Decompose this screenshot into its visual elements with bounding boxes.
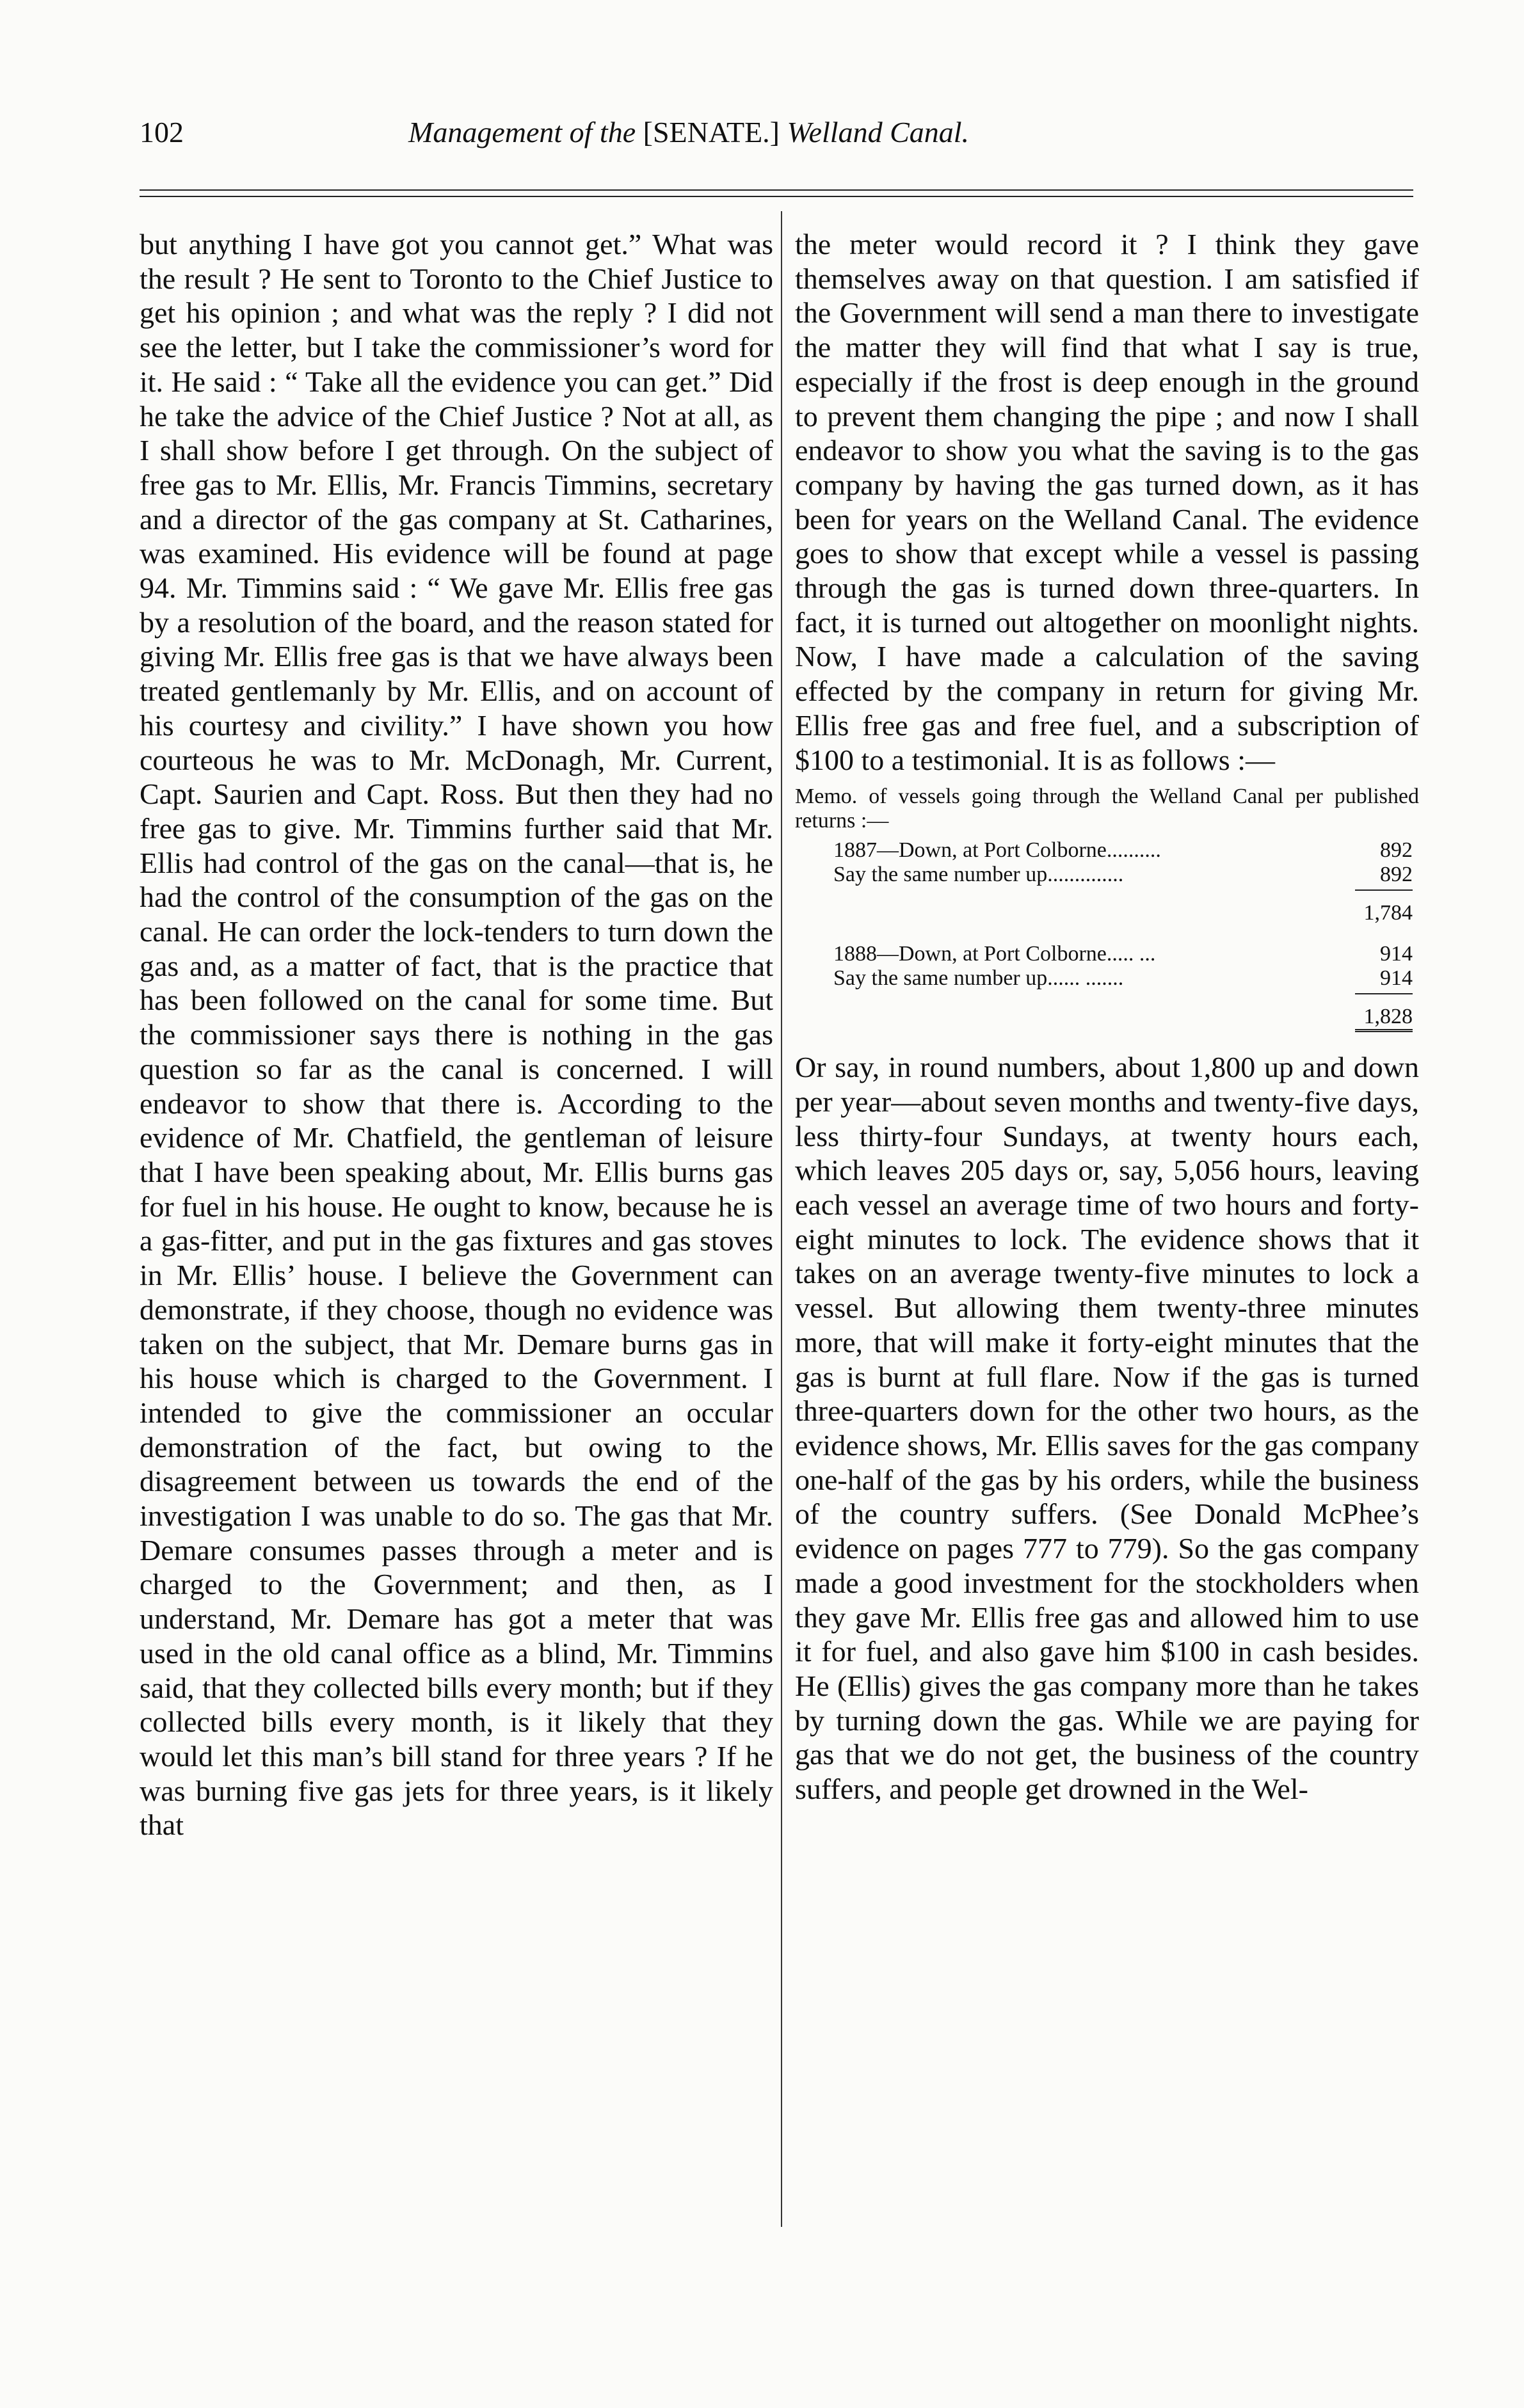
right-column-text-before-memo: the meter would record it ? I think they gave themselves away on that question. I am satisfied if the Government will send a man there to investigate the matter they will find that what I say is true, especially if the frost is deep enough in the ground to prevent them changing the pipe ; and now I shall endeavor to show you what the saving is to the gas company by having the gas turned down, as it has been for years on the Welland Canal. The evidence goes to show that except while a vessel is passing through the gas is turned down three-quarters. In fact, it is turned out altogether on moonlight nights. Now, I have made a calculation of the saving effected by the company in return for giving Mr. Ellis free gas and free fuel, and a subscription of $100 to a testimonial. It is as follows :— [795, 228, 1419, 776]
left-column [140, 227, 773, 1842]
memo-row-label: Say the same number up...... ....... [833, 966, 1124, 991]
memo-row-label: Say the same number up.............. [833, 863, 1124, 887]
memo-row-value: 914 [1380, 942, 1413, 966]
memo-row [795, 838, 1419, 863]
memo-row-value: 914 [1380, 966, 1413, 991]
memo-row-value: 892 [1380, 838, 1413, 863]
page-header [140, 115, 1413, 160]
running-title-left: Management of the [408, 116, 636, 148]
right-column [795, 227, 1419, 1806]
memo-row-label: 1888—Down, at Port Colborne..... ... [833, 942, 1156, 966]
memo-heading: Memo. of vessels going through the Welland Canal per published returns :— [795, 785, 1419, 833]
right-column-text-after-memo: Or say, in round numbers, about 1,800 up and down per year—about seven months and twenty-five days, less thirty-four Sundays, at twenty hours each, which leaves 205 days or, say, 5,056 hours, leaving each vessel an average time of two hours and forty-eight minutes to lock. The evidence shows that it takes on an average twenty-five minutes to lock a vessel. But allowing them twenty-three minutes more, that will make it forty-eight minutes that the gas is burnt at full flare. Now if the gas is turned three-quarters down for the other two hours, as the evidence shows, Mr. Ellis saves for the gas company one-half of the gas by his orders, while the business of the country suffers. (See Donald McPhee’s evidence on pages 777 to 779). So the gas company made a good investment for the stockholders when they gave Mr. Ellis free gas and allowed him to use it for fuel, and also gave him $100 in cash besides. He (Ellis) gives the gas company more than he takes by turning down the gas. While we are paying for gas that we do not get, the business of the country suffers, and people get drowned in the Wel- [795, 1051, 1419, 1806]
memo-row [795, 942, 1419, 966]
header-rule [140, 189, 1413, 191]
vessel-memo-table [795, 785, 1419, 1032]
running-title-senate: [SENATE.] [643, 116, 780, 148]
running-title [408, 115, 969, 149]
page-number: 102 [140, 116, 184, 148]
memo-row-label: 1887—Down, at Port Colborne.......... [833, 838, 1161, 863]
header-rule-second [140, 196, 1413, 197]
memo-row-value: 892 [1380, 863, 1413, 887]
memo-total-value: 1,784 [1355, 889, 1413, 925]
column-divider [781, 211, 782, 2227]
memo-total-1887 [795, 889, 1419, 925]
left-column-text: but anything I have got you cannot get.” What was the result ? He sent to Toronto to the Chief Justice to get his opinion ; and what was the reply ? I did not see the letter, but I take the commissioner’s word for it. He said : “ Take all the evidence you can get.” Did he take the advice of the Chief Justice ? Not at all, as I shall show before I get through. On the subject of free gas to Mr. Ellis, Mr. Francis Timmins, secretary and a director of the gas company at St. Catharines, was examined. His evidence will be found at page 94. Mr. Timmins said : “ We gave Mr. Ellis free gas by a resolution of the board, and the reason stated for giving Mr. Ellis free gas is that we have always been treated gentlemanly by Mr. Ellis, and on account of his courtesy and civility.” I have shown you how courteous he was to Mr. McDonagh, Mr. Current, Capt. Saurien and Capt. Ross. But then they had no free gas to give. Mr. Timmins further said that Mr. Ellis had control of the gas on the canal—that is, he had the control of the consumption of the gas on the canal. He can order the lock-tenders to turn down the gas and, as a matter of fact, that is the practice that has been followed on the canal for some time. But the commissioner says there is nothing in the gas question so far as the canal is concerned. I will endeavor to show that there is. According to the evidence of Mr. Chatfield, the gentleman of leisure that I have been speaking about, Mr. Ellis burns gas for fuel in his house. He ought to know, because he is a gas-fitter, and put in the gas fixtures and gas stoves in Mr. Ellis’ house. I believe the Government can demonstrate, if they choose, though no evidence was taken on the subject, that Mr. Demare burns gas in his house which is charged to the Government. I intended to give the commissioner an occular demonstration of the fact, but owing to the disagreement between us towards the end of the investigation I was unable to do so. The gas that Mr. Demare consumes passes through a meter and is charged to the Government; and then, as I understand, Mr. Demare has got a meter that was used in the old canal office as a blind, Mr. Timmins said, that they collected bills every month; but if they collected bills every month, is it likely that they would let this man’s bill stand for three years ? If he was burning five gas jets for three years, is it likely that [140, 228, 773, 1842]
memo-row [795, 966, 1419, 991]
memo-total-value: 1,828 [1355, 993, 1413, 1032]
memo-total-1888 [795, 993, 1419, 1032]
running-title-right: Welland Canal. [787, 116, 970, 148]
memo-row [795, 863, 1419, 887]
